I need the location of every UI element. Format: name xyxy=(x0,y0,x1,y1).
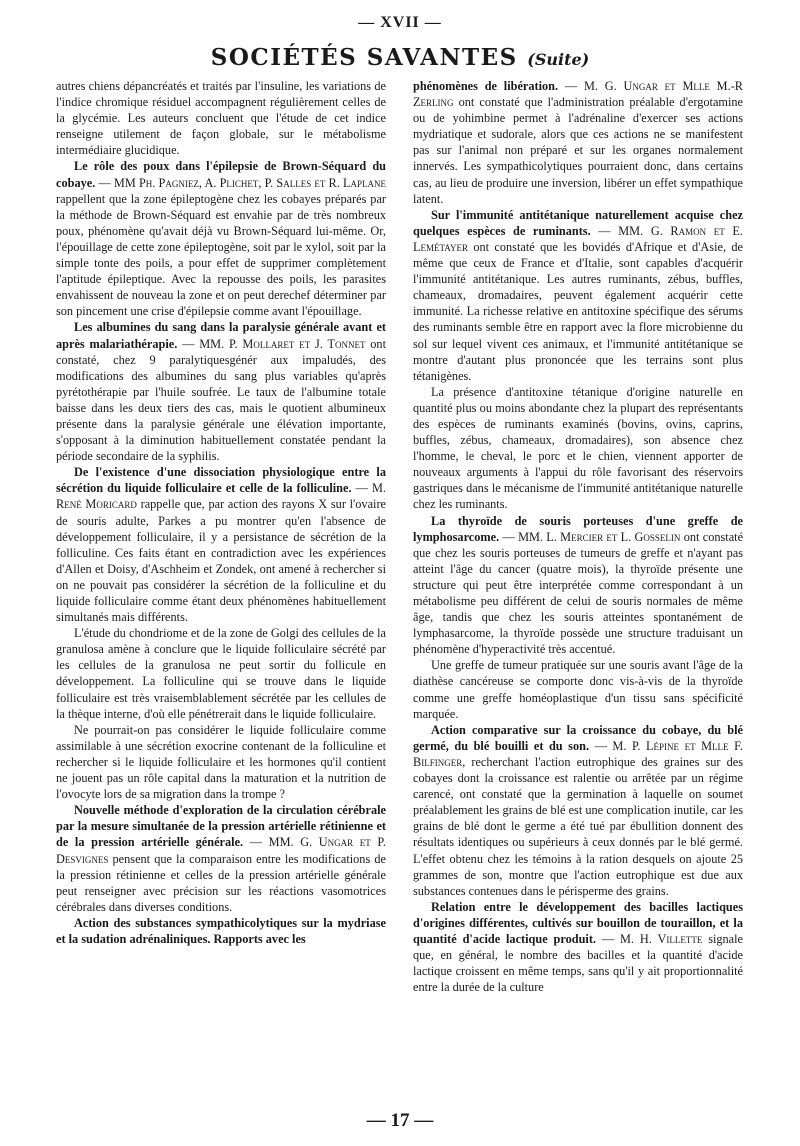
report-entry xyxy=(413,899,743,996)
report-entry xyxy=(56,158,386,319)
page-heading xyxy=(0,44,800,71)
entry-title: De l'existence d'une dissociation physiologique entre la sécrétion du liquide folliculaire et celle de la folliculine. xyxy=(56,465,386,496)
left-column xyxy=(56,78,386,947)
entry-authors: — MM. L. Mercier et L. Gosselin xyxy=(502,529,681,544)
entry-title: Les albumines du sang dans la paralysie générale avant et après malariathérapie. xyxy=(56,320,386,351)
entry-authors: — M. G. Ungar et Mlle M.-R Zerling xyxy=(413,79,743,110)
paragraph-text: autres chiens dépancréatés et traités par l'insuline, les variations de l'indice chromique résiduel accompagnent régulièrement celles de la glycémie. Les auteurs concluent que l'étude de cet indice renseigne utilement de façon globale, sur le métabolisme intermédiaire glucidique. xyxy=(56,79,386,158)
paragraph-text: La présence d'antitoxine tétanique d'origine naturelle en quantité plus ou moins abondante chez la plupart des représentants des espèces de ruminants examinés (bovins, ovins, caprins, buffles, zébus, chameaux, dromadaires), son absence chez l'homme, le cheval, le porc et le chien, viennent apporter de nouveaux arguments à l'appui du rôle favorisant des réservoirs gastriques dans le mécanisme de l'immunité antitétanique naturelle chez les ruminants. xyxy=(413,384,743,512)
entry-authors: — MM. G. Ungar et P. Desvignes xyxy=(56,835,386,866)
entry-title: Action comparative sur la croissance du cobaye, du blé germé, du blé bouilli et du son. xyxy=(413,722,743,753)
entry-text: signale que, en général, le nombre des bacilles et la quantité d'acide lactique croissent en même temps, sans qu'il y ait proportionnalité entre la durée de la culture xyxy=(413,931,744,995)
entry-authors: — M. H. Villette xyxy=(601,931,703,946)
paragraph-text: Ne pourrait-on pas considérer le liquide folliculaire comme assimilable à une sécrétion exocrine contenant de la folliculine et rechercher si le liquide folliculaire et les hormones qu'il contient ne jouent pas un rôle capital dans la maturation et la nutrition de l'ovocyte lors de sa migration dans la trompe ? xyxy=(56,722,386,802)
heading-title: SOCIÉTÉS SAVANTES xyxy=(210,44,518,71)
paragraph xyxy=(413,384,743,513)
entry-title: Le rôle des poux dans l'épilepsie de Brown-Séquard du cobaye. xyxy=(56,159,386,190)
report-entry xyxy=(413,78,743,207)
entry-text: ont constaté que les bovidés d'Afrique et d'Asie, de même que ceux de France et d'Italie, sont capables d'acquérir l'immunité antitétanique. Les autres ruminants, zébus, buffles, chameaux, dromadaires, peuvent également acquérir cette immunité. La richesse relative en antitoxine spécifique des sérums des ruminants semble être en rapport avec la flore microbienne du sol sur lequel vivent ces animaux, et l'immunité antitétanique se montre d'autant plus prononcée que les terrains sont plus tétanigènes. xyxy=(413,239,743,383)
report-entry xyxy=(56,319,386,464)
entry-title: La thyroïde de souris porteuses d'une greffe de lymphosarcome. xyxy=(413,513,743,544)
entry-title: Nouvelle méthode d'exploration de la circulation cérébrale par la mesure simultanée de la pression artérielle rétinienne et de la pression artérielle générale. xyxy=(56,803,386,850)
entry-title: Relation entre le développement des bacilles lactiques d'origines différentes, cultivés sur bouillon de touraillon, et la quantité d'acide lactique produit. xyxy=(413,899,743,946)
report-entry xyxy=(413,207,743,384)
entry-authors: — MM. P. Mollaret et J. Tonnet xyxy=(182,336,366,351)
right-column xyxy=(413,78,743,995)
entry-text: ont constaté que l'administration préalable d'ergotamine ou de yohimbine permet à l'adrénaline d'exercer ses actions mydriatique et sudorale, alors que ces actions ne se manifestent pas sur l'animal non préparé et sur les organes normalement innervés. Les sympathicolytiques pourraient donc, dans certains cas, au lieu de produire une inversion, libérer un effet sympathique latent. xyxy=(413,95,743,206)
entry-text: rappellent que la zone épileptogène chez les cobayes préparés par la méthode de Brown-Séquard est envahie par de très nombreux poux, phénomène qu'avait déjà vu Brown-Séquard lui-même. Or, l'épouillage de cette zone épileptogène, soit par le xylol, soit par la simple tonte des poils, a pour effet de supprimer complètement l'aptitude épileptique. Avec la repousse des poils, les parasites envahissent de nouveau la zone et on peut derechef déterminer par son pincement une crise d'épilepsie comme avant l'épouillage. xyxy=(56,191,386,319)
paragraph xyxy=(413,657,743,721)
entry-text: pensent que la comparaison entre les modifications de la pression rétinienne et celles de la pression artérielle générale peut renseigner avec précision sur les réactions vasomotrices cérébrales dans diverses conditions. xyxy=(56,851,386,914)
report-entry xyxy=(413,513,743,658)
entry-title: Action des substances sympathicolytiques sur la mydriase et la sudation adrénaliniques. Rapports avec les xyxy=(56,915,386,946)
entry-text: rappelle que, par action des rayons X sur l'ovaire de souris adulte, Parkes a pu montrer qu'en l'absence de développement folliculaire, il y a persistance de sécrétion de la folliculine. Ces faits étant en contradiction avec les expériences d'Allen et Doisy, d'Aschheim et Zondek, ont amené à rechercher si on ne pouvait pas considérer la sécrétion de la folliculine et du liquide folliculaire comme étant deux phénomènes habituellement simultanés mais différents. xyxy=(56,497,386,625)
entry-authors: — M. René Moricard xyxy=(56,481,386,512)
entry-text: ont constaté, chez 9 paralytiquesgénér aux impaludés, des modifications des albumines du sang plus variables qu'après pyrétothérapie par l'huile soufrée. Le taux de l'albumine totale baisse dans les deux tiers des cas, mais le quotient albumineux présente dans la paralysie générale une élévation importante, s'opposant à la diminution habituellement constatée pendant la période secondaire de la syphilis. xyxy=(56,336,386,464)
paragraph-text: L'étude du chondriome et de la zone de Golgi des cellules de la granulosa amène à conclure que le liquide folliculaire sécrété par les cellules de la granulosa ne peut sortir du follicule en développement. La folliculine qui se trouve dans le liquide folliculaire est très vraisemblablement sécrétée par les cellules de la thèque interne, d'où elle pénétrerait dans le liquide folliculaire. xyxy=(56,626,386,721)
page-number: — 17 — xyxy=(366,1110,434,1131)
paragraph xyxy=(56,722,386,802)
paragraph xyxy=(56,78,386,158)
entry-text: , recherchant l'action eutrophique des graines sur des cobayes dont la croissance est ralentie ou arrêtée par un régime carencé, ont constaté que la germination à laquelle on soumet préalablement les grains de blé est une complication inutile, car les grains de blé dont le germe a été tué par ébullition donnent des résultats identiques ou supérieurs à ceux donnés par le blé germé. L'effet obtenu chez les témoins à la ration desquels on ajoute 25 grammes de son, montre que l'action eutrophique est due aux substances contenues dans le périsperme des grains. xyxy=(413,754,743,898)
entry-authors: — MM Ph. Pagniez, A. Plichet, P. Salles et R. Laplane xyxy=(98,175,386,190)
entry-authors: — MM. G. Ramon et E. Lemétayer xyxy=(413,223,743,254)
heading-subtitle: (Suite) xyxy=(527,50,590,69)
report-entry xyxy=(56,464,386,625)
entry-title: phénomènes de libération. xyxy=(413,79,559,93)
paragraph xyxy=(56,625,386,722)
entry-text: ont constaté que chez les souris porteuses de tumeurs de greffe et n'ayant pas atteint l'âge du cancer (quatre mois), la thyroïde présente une structure qui peut être interprétée comme correspondant à un métabolisme peu différent de celui de souris normales de même âge, tandis que chez les souris atteintes spontanément de lymphasarcome, la thyroïde possède une structure traduisant un phénomène d'hyperactivité très accentué. xyxy=(413,529,744,657)
entry-title: Sur l'immunité antitétanique naturellement acquise chez quelques espèces de ruminants. xyxy=(413,207,743,238)
report-entry xyxy=(56,802,386,915)
paragraph-text: Une greffe de tumeur pratiquée sur une souris avant l'âge de la diathèse cancéreuse se comporte donc vis-à-vis de la thyroïde comme une greffe homéoplastique d'un tissu sans spécificité marquée. xyxy=(413,658,743,721)
report-entry xyxy=(56,915,386,947)
report-entry xyxy=(413,722,743,899)
entry-authors: — M. P. Lépine et Mlle F. Bilfinger xyxy=(413,738,744,769)
section-roman-numeral: — XVII — xyxy=(358,14,442,31)
